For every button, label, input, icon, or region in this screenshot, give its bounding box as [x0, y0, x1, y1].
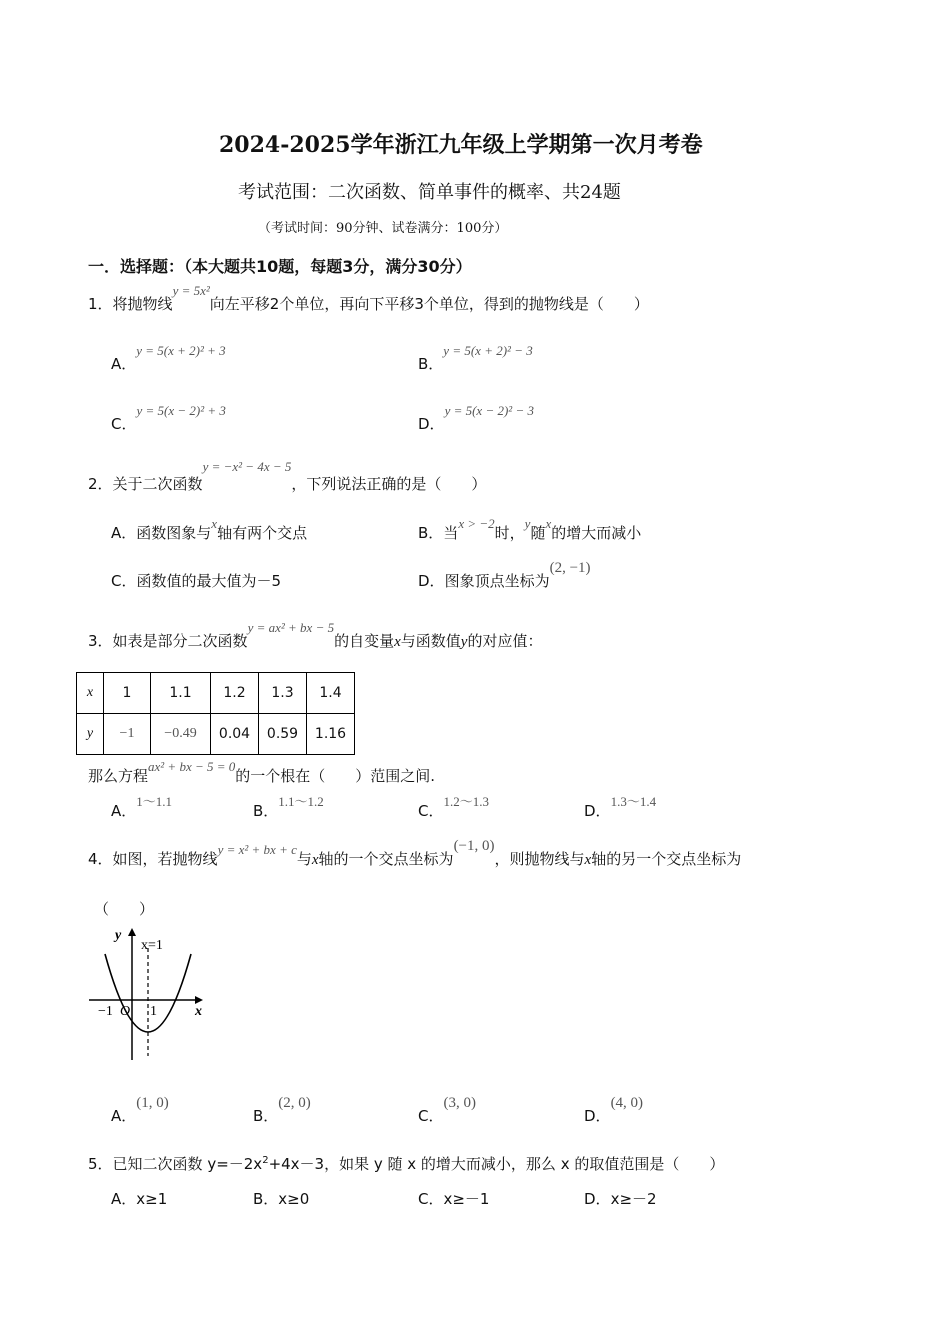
- q1-option-d[interactable]: [418, 403, 534, 434]
- q1-number: 1．: [88, 295, 113, 313]
- option-letter: D．: [584, 1107, 611, 1125]
- q4-parabola-graph: [85, 918, 215, 1068]
- q2-option-c[interactable]: [111, 570, 281, 591]
- symmetry-axis-label: x=1: [141, 938, 163, 953]
- q4-text: ，则抛物线与: [494, 850, 585, 868]
- option-letter: A．: [111, 1190, 137, 1208]
- option-letter: C．: [111, 415, 137, 433]
- q3-text: 与函数值: [400, 632, 461, 650]
- q4-option-d[interactable]: [584, 1095, 644, 1126]
- q4-option-a[interactable]: [111, 1095, 169, 1126]
- question-2: [88, 459, 487, 494]
- question-5: [88, 1153, 724, 1174]
- option-text: x≥0: [278, 1190, 310, 1208]
- q4-point: (−1, 0): [453, 838, 495, 854]
- q3-text: 那么方程: [88, 767, 149, 785]
- table-cell: y: [77, 714, 104, 755]
- table-cell: 1.3: [259, 673, 307, 714]
- option-letter: D．: [584, 802, 611, 820]
- q5-exponent: 2: [262, 1155, 269, 1166]
- q4-variable-x: x: [584, 852, 592, 868]
- q5-option-a[interactable]: [111, 1188, 167, 1209]
- table-cell: x: [77, 673, 104, 714]
- option-variable: x: [211, 516, 218, 531]
- table-cell: 0.59: [259, 714, 307, 755]
- q3-text-pre: 如表是部分二次函数: [112, 632, 248, 650]
- x-axis-label: x: [195, 1004, 202, 1019]
- option-letter: B．: [418, 355, 444, 373]
- option-point: (2, −1): [549, 560, 591, 576]
- table-cell: 0.04: [211, 714, 259, 755]
- exam-scope: 考试范围：二次函数、简单事件的概率、共24题: [238, 182, 621, 203]
- table-cell: 1: [104, 673, 151, 714]
- option-formula: y = 5(x + 2)² − 3: [443, 343, 533, 358]
- option-text: x≥－1: [443, 1190, 490, 1208]
- option-text: x≥－2: [610, 1190, 657, 1208]
- option-text: 1.2～1.3: [443, 794, 489, 809]
- option-letter: C．: [418, 1190, 444, 1208]
- q4-formula: y = x² + bx + c: [217, 842, 297, 857]
- table-cell: −1: [104, 714, 151, 755]
- q5-number: 5．: [88, 1155, 113, 1173]
- q4-option-b[interactable]: [253, 1095, 311, 1126]
- q3-line-2: [88, 759, 436, 786]
- q3-number: 3．: [88, 632, 113, 650]
- option-letter: A．: [111, 524, 137, 542]
- q3-variable-y: y: [460, 634, 468, 650]
- option-letter: B．: [253, 802, 279, 820]
- table-cell: −0.49: [151, 714, 211, 755]
- table-cell: 1.2: [211, 673, 259, 714]
- q5-text-post: +4x－3，如果 y 随 x 的增大而减小，那么 x 的取值范围是（ ）: [268, 1155, 725, 1173]
- option-letter: D．: [584, 1190, 611, 1208]
- q2-option-b[interactable]: [418, 516, 642, 543]
- option-text: x≥1: [136, 1190, 168, 1208]
- q3-formula: y = ax² + bx − 5: [247, 620, 335, 635]
- q4-number: 4．: [88, 850, 113, 868]
- option-formula: y = 5(x − 2)² − 3: [444, 403, 534, 418]
- option-letter: B．: [253, 1107, 279, 1125]
- q3-variable-x: x: [394, 634, 401, 650]
- option-variable: x: [545, 516, 552, 531]
- q2-formula: y = −x² − 4x − 5: [202, 459, 292, 474]
- option-text: 时，: [494, 524, 525, 542]
- option-letter: C．: [111, 572, 137, 590]
- option-text: 当: [443, 524, 459, 542]
- option-letter: A．: [111, 1107, 137, 1125]
- x-axis-arrow-icon: [195, 996, 203, 1004]
- option-point: (3, 0): [443, 1095, 476, 1111]
- exam-title: 2024-2025学年浙江九年级上学期第一次月考卷: [219, 132, 703, 158]
- option-letter: A．: [111, 355, 137, 373]
- option-text: 图象顶点坐标为: [444, 572, 550, 590]
- option-formula: y = 5(x + 2)² + 3: [136, 343, 226, 358]
- question-3: [88, 620, 543, 651]
- table-cell: 1.16: [307, 714, 355, 755]
- q4-text-post: 轴的另一个交点坐标为: [591, 850, 742, 868]
- table-cell: 1.4: [307, 673, 355, 714]
- option-text: 函数值的最大值为－5: [136, 572, 282, 590]
- q5-text-pre: 已知二次函数 y=－2x: [112, 1155, 263, 1173]
- neg-one-label: −1: [98, 1004, 113, 1019]
- y-axis-label: y: [115, 928, 122, 943]
- section-heading: 一．选择题：（本大题共10题，每题3分，满分30分）: [88, 257, 472, 276]
- q1-option-b[interactable]: [418, 343, 533, 374]
- option-letter: D．: [418, 415, 445, 433]
- option-letter: D．: [418, 572, 445, 590]
- q5-option-d[interactable]: [584, 1188, 657, 1209]
- q4-variable-x: x: [311, 852, 319, 868]
- q1-option-c[interactable]: [111, 403, 226, 434]
- y-axis-arrow-icon: [128, 928, 136, 936]
- option-letter: B．: [418, 524, 444, 542]
- q2-option-a[interactable]: [111, 516, 308, 543]
- q5-option-b[interactable]: [253, 1188, 309, 1209]
- value-table: [76, 672, 355, 755]
- q3-text: 的一个根在（ ）范围之间.: [235, 767, 436, 785]
- option-formula: x > −2: [458, 516, 495, 531]
- option-text: 的增大而减小: [551, 524, 642, 542]
- q4-text: 与: [296, 850, 312, 868]
- q3-text-post: 的对应值：: [467, 632, 543, 650]
- q1-option-a[interactable]: [111, 343, 226, 374]
- option-formula: y = 5(x − 2)² + 3: [136, 403, 226, 418]
- option-text: 函数图象与: [136, 524, 212, 542]
- q4-text-pre: 如图，若抛物线: [112, 850, 218, 868]
- question-4: [88, 838, 742, 869]
- table-cell: 1.1: [151, 673, 211, 714]
- question-1: [88, 283, 649, 314]
- q2-number: 2．: [88, 475, 113, 493]
- q1-formula: y = 5x²: [172, 283, 210, 298]
- q2-option-d[interactable]: [418, 560, 591, 591]
- option-letter: B．: [253, 1190, 279, 1208]
- q3-option-b[interactable]: [253, 794, 324, 821]
- option-letter: C．: [418, 1107, 444, 1125]
- option-text: 轴有两个交点: [217, 524, 308, 542]
- q2-text-pre: 关于二次函数: [112, 475, 203, 493]
- option-text: 随: [530, 524, 546, 542]
- exam-time-note: （考试时间：90分钟、试卷满分：100分）: [258, 221, 508, 236]
- option-point: (2, 0): [278, 1095, 311, 1111]
- q3-equation: ax² + bx − 5 = 0: [148, 759, 236, 774]
- one-label: 1: [150, 1004, 157, 1019]
- option-letter: A．: [111, 802, 137, 820]
- option-point: (4, 0): [610, 1095, 644, 1111]
- q4-answer-paren: （ ）: [94, 900, 155, 918]
- option-text: 1.1～1.2: [278, 794, 324, 809]
- q3-text: 的自变量: [334, 632, 395, 650]
- option-point: (1, 0): [136, 1095, 169, 1111]
- option-letter: C．: [418, 802, 444, 820]
- q4-option-c[interactable]: [418, 1095, 476, 1126]
- q3-option-c[interactable]: [418, 794, 489, 821]
- q1-text-post: 向左平移2个单位，再向下平移3个单位，得到的抛物线是（ ）: [209, 295, 649, 313]
- table-row-x: [77, 673, 355, 714]
- option-text: 1～1.1: [136, 794, 173, 809]
- table-row-y: [77, 714, 355, 755]
- q4-text: 轴的一个交点坐标为: [318, 850, 454, 868]
- q5-option-c[interactable]: [418, 1188, 489, 1209]
- option-text: 1.3～1.4: [610, 794, 657, 809]
- q1-text-pre: 将抛物线: [112, 295, 173, 313]
- option-variable: y: [524, 516, 531, 531]
- q3-option-d[interactable]: [584, 794, 657, 821]
- origin-label: O: [120, 1004, 131, 1019]
- q3-option-a[interactable]: [111, 794, 173, 821]
- q2-text-post: ，下列说法正确的是（ ）: [291, 475, 487, 493]
